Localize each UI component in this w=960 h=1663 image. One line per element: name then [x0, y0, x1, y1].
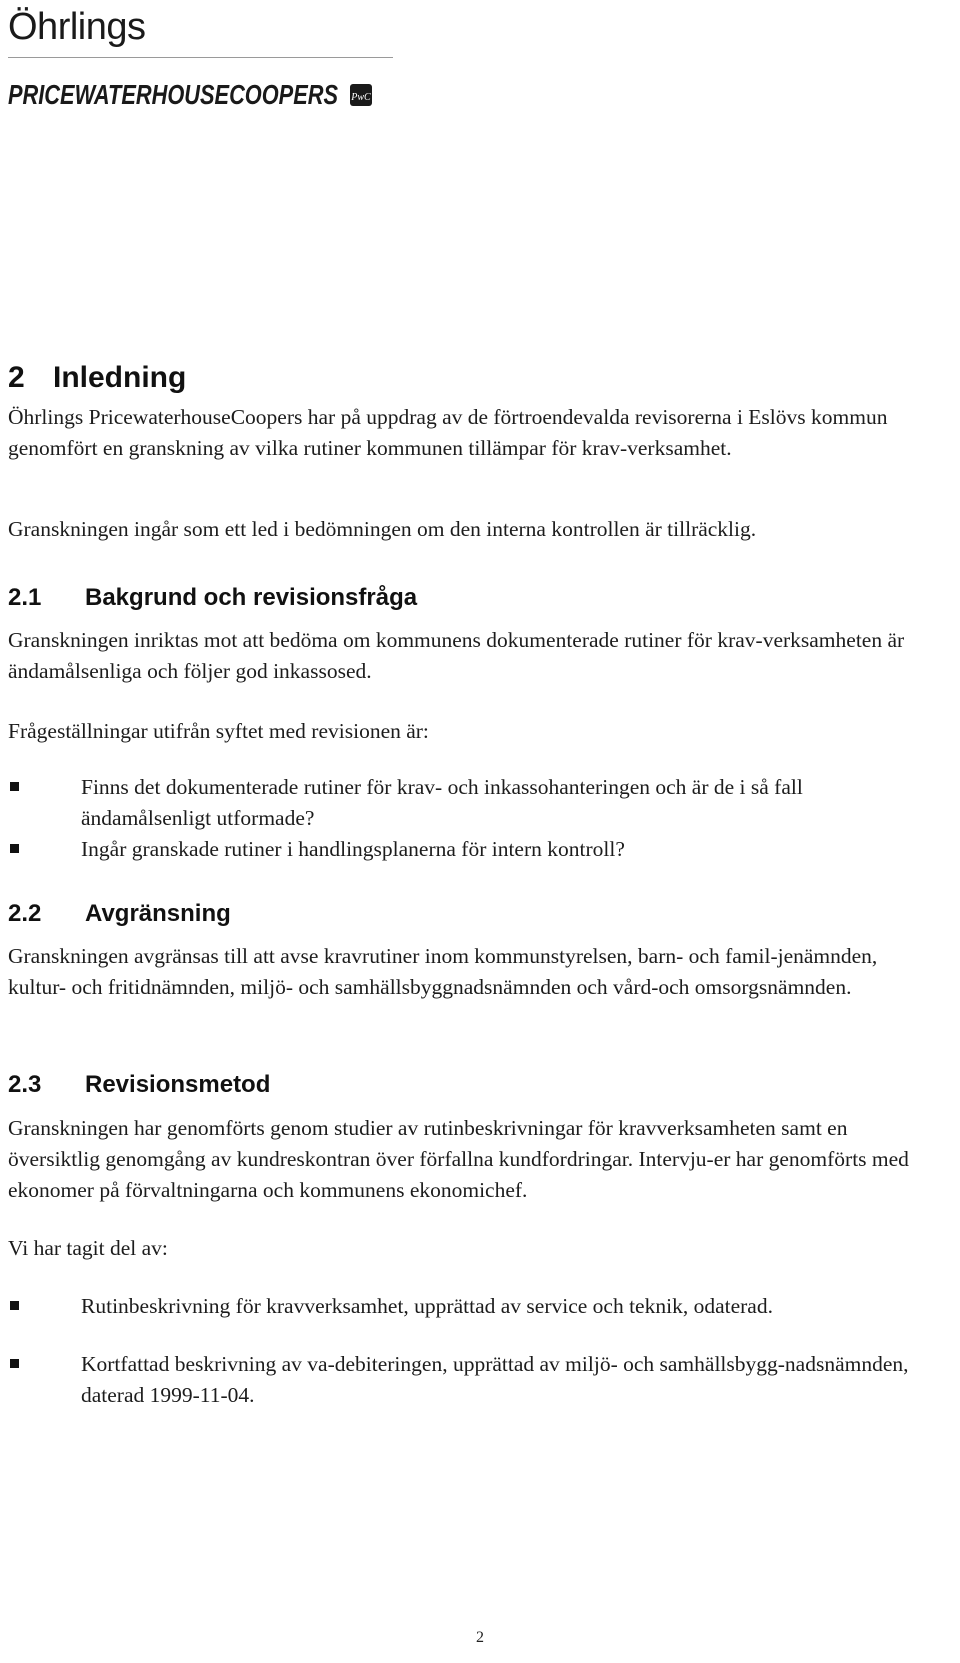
section-number: 2 [8, 361, 25, 394]
subsection-number: 2.1 [8, 584, 42, 611]
header-divider [8, 57, 393, 58]
intro-paragraph-2: Granskningen ingår som ett led i bedömningen om den interna kontrollen är tillräcklig. [8, 517, 757, 541]
intro-paragraph: Öhrlings PricewaterhouseCoopers har på uppdrag av de förtroendevalda revisorerna i Eslövs kommun genomfört en granskning av vilka rutiner kommunen tillämpar för krav-verksamhet. [8, 405, 888, 460]
subsection-heading-2-1 [8, 581, 417, 615]
bullet-square-icon [10, 1359, 19, 1368]
subsection-number: 2.3 [8, 1071, 42, 1098]
brand-name: Öhrlings [8, 6, 146, 48]
list-item-text: Rutinbeskrivning för kravverksamhet, upprättad av service och teknik, odaterad. [81, 1294, 773, 1318]
sources-intro: Vi har tagit del av: [8, 1236, 168, 1260]
questions-intro: Frågeställningar utifrån syftet med revisionen är: [8, 719, 429, 743]
background-paragraph: Granskningen inriktas mot att bedöma om kommunens dokumenterade rutiner för krav-verksamheten är ändamålsenliga och följer god inkassosed. [8, 628, 905, 683]
list-item [8, 834, 938, 865]
list-item [8, 772, 938, 834]
list-item [8, 1291, 938, 1322]
logo-wordmark: PRICEWATERHOUSECOOPERS [8, 79, 339, 110]
pwc-logo [8, 70, 378, 122]
document-header [8, 4, 388, 122]
scope-paragraph: Granskningen avgränsas till att avse kravrutiner inom kommunstyrelsen, barn- och famil-jenämnden, kultur- och fritidnämnden, miljö- och samhällsbyggnadsnämnden och vård-och omsorgsnämnden. [8, 944, 878, 999]
list-item [8, 1349, 938, 1411]
questions-list [8, 772, 938, 865]
method-paragraph: Granskningen har genomförts genom studier av rutinbeskrivningar för kravverksamheten samt en översiktlig genomgång av kundreskontran över förfallna kundfordringar. Intervju-er har genomförts med ekonomer på förvaltningarna och kommunens ekonomichef. [8, 1116, 909, 1202]
subsection-title: Avgränsning [85, 900, 231, 927]
list-item-text: Finns det dokumenterade rutiner för krav- och inkassohanteringen och är de i så fall ändamålsenligt utformade? [81, 775, 803, 830]
section-heading [8, 358, 186, 398]
subsection-heading-2-2 [8, 897, 231, 931]
bullet-square-icon [10, 844, 19, 853]
subsection-heading-2-3 [8, 1068, 270, 1102]
page-number: 2 [476, 1629, 484, 1646]
bullet-square-icon [10, 782, 19, 791]
logo-mark: PwC [351, 92, 371, 103]
sources-list [8, 1291, 938, 1411]
subsection-title: Revisionsmetod [85, 1071, 271, 1098]
section-title: Inledning [53, 361, 187, 394]
subsection-number: 2.2 [8, 900, 42, 927]
list-item-text: Ingår granskade rutiner i handlingsplanerna för intern kontroll? [81, 837, 625, 861]
subsection-title: Bakgrund och revisionsfråga [85, 584, 418, 611]
list-item-text: Kortfattad beskrivning av va-debiteringen, upprättad av miljö- och samhällsbygg-nadsnämnden, daterad 1999-11-04. [81, 1352, 909, 1407]
bullet-square-icon [10, 1301, 19, 1310]
